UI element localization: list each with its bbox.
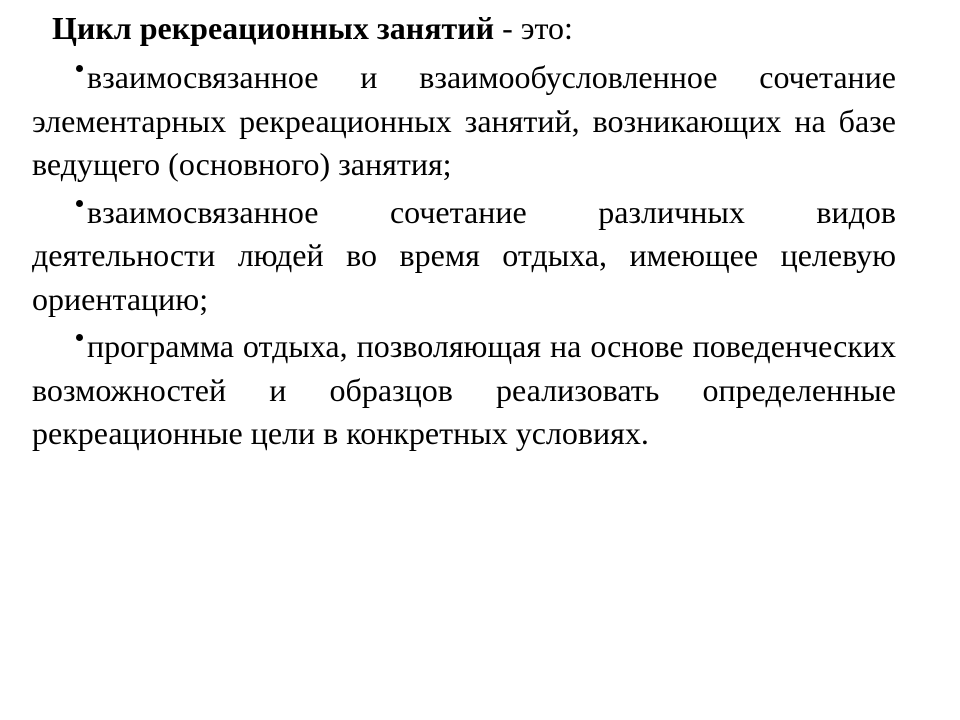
definition-item-3: [32, 325, 896, 456]
heading-term: Цикл рекреационных занятий: [52, 10, 495, 46]
definition-item-1: [32, 56, 896, 187]
definition-item-2: [32, 191, 896, 322]
bullet-dot-icon: [76, 200, 83, 207]
heading-suffix: - это:: [494, 10, 573, 46]
definition-list: [32, 56, 896, 460]
definition-text: взаимосвязанное и взаимообусловленное сочетание элементарных рекреационных занятий, возникающих на базе ведущего (основного) занятия;: [32, 59, 896, 182]
slide-heading: [52, 8, 573, 48]
definition-text: программа отдыха, позволяющая на основе поведенческих возможностей и образцов реализовать определенные рекреационные цели в конкретных условиях.: [32, 328, 896, 451]
bullet-dot-icon: [76, 334, 83, 341]
definition-text: взаимосвязанное сочетание различных видов деятельности людей во время отдыха, имеющее целевую ориентацию;: [32, 193, 896, 317]
bullet-dot-icon: [76, 65, 83, 72]
